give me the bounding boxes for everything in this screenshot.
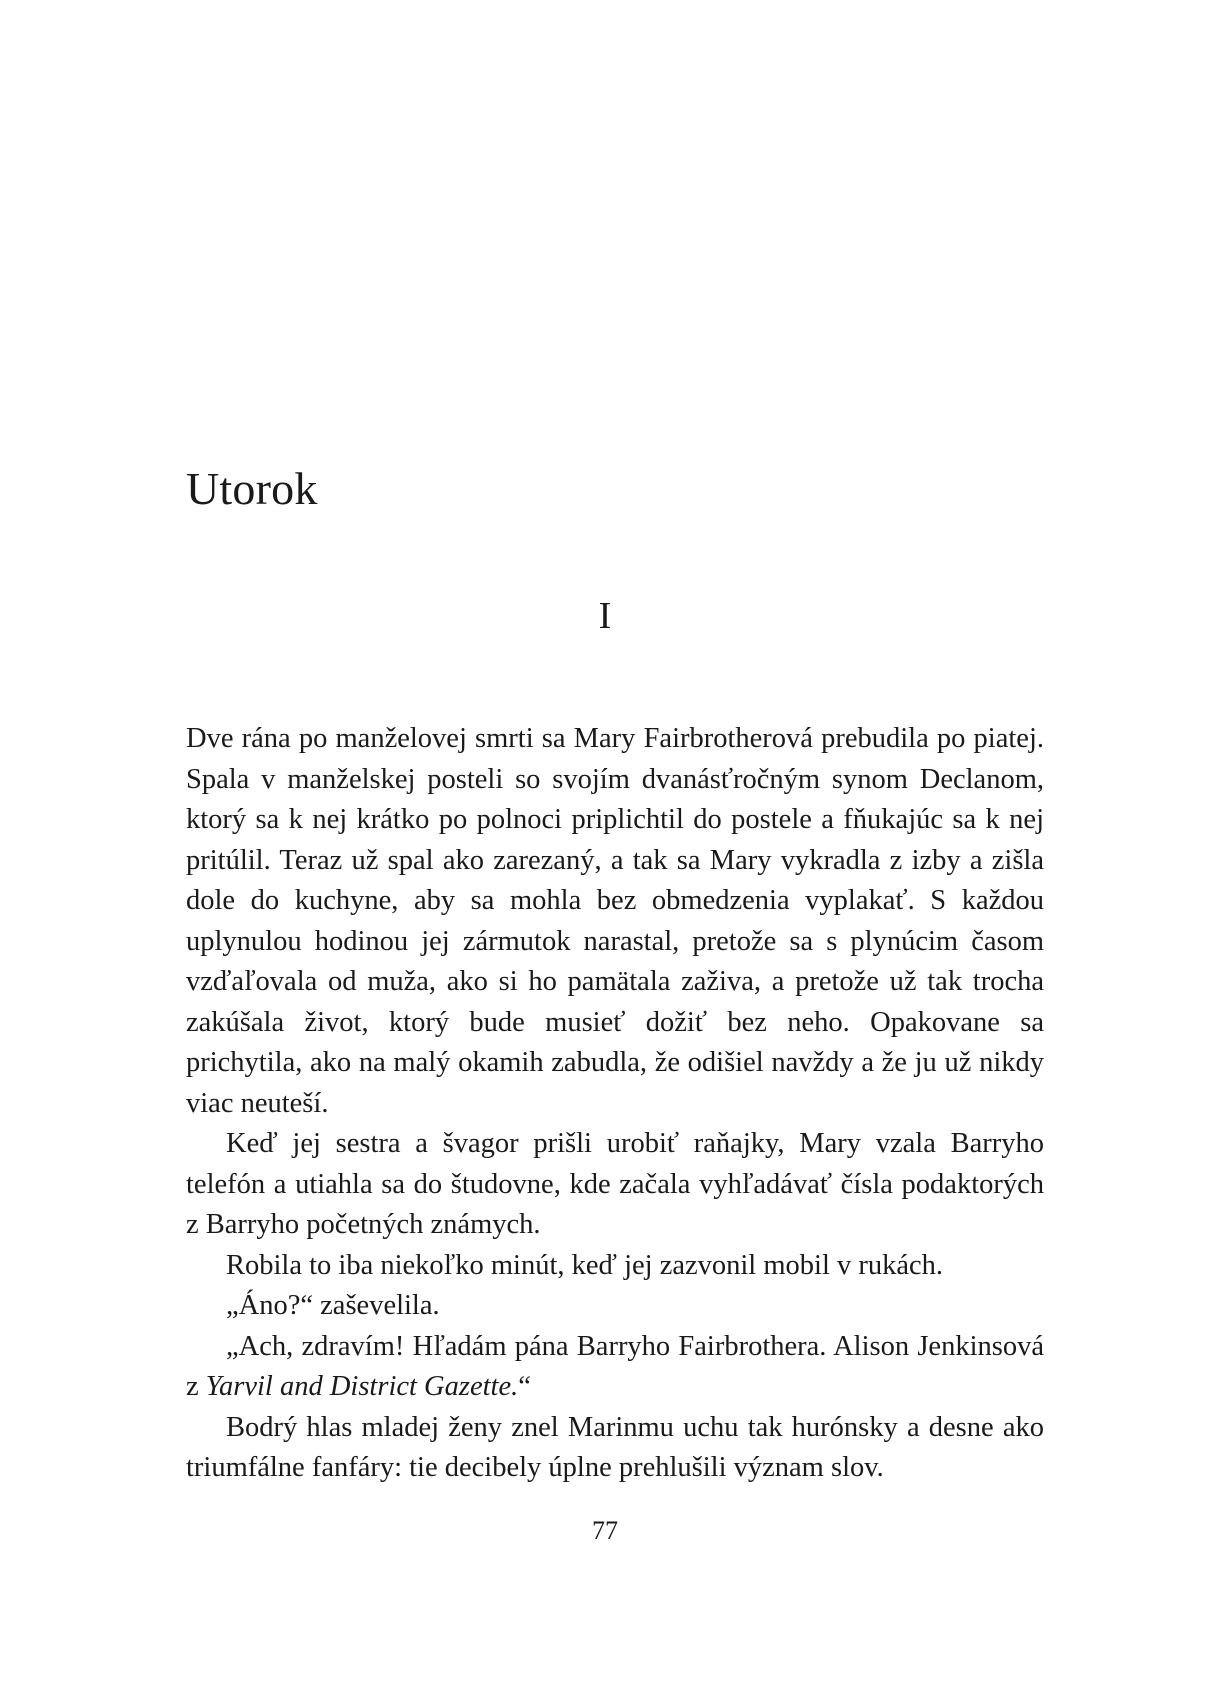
paragraph-1: Dve rána po manželovej smrti sa Mary Fairbrotherová prebudila po piatej. Spala v manželskej posteli so svojím dvanásťročným synom Declanom, ktorý sa k nej krátko po polnoci priplichtil do postele a fňukajúc sa k nej pritúlil. Teraz už spal ako zarezaný, a tak sa Mary vykradla z izby a zišla dole do kuchyne, aby sa mohla bez obmedzenia vyplakať. S každou uplynulou hodinou jej zármutok narastal, pretože sa s plynúcim časom vzďaľovala od muža, ako si ho pamätala zaživa, a pretože už tak trocha zakúšala život, ktorý bude musieť dožiť bez neho. Opakovane sa prichytila, ako na malý okamih zabudla, že odišiel navždy a že ju už nikdy viac neuteší. bbox=[186, 723, 1044, 1119]
paragraph-5 bbox=[186, 1327, 1044, 1408]
paragraph-5-end: “ bbox=[518, 1371, 531, 1402]
paragraph-3: Robila to iba niekoľko minút, keď jej zazvonil mobil v rukách. bbox=[226, 1249, 944, 1281]
paragraph-5-start: „Ach, zdravím! Hľadám pána Barryho Fairbrothera. Alison Jenkinsová z bbox=[186, 1330, 1044, 1402]
body-text bbox=[186, 719, 1044, 1489]
page-number: 77 bbox=[592, 1516, 618, 1545]
paragraph-6: Bodrý hlas mladej ženy znel Marinmu uchu tak hurónsky a desne ako triumfálne fanfáry: tie decibely úplne prehlušili význam slov. bbox=[186, 1411, 1044, 1483]
paragraph-2: Keď jej sestra a švagor prišli urobiť raňajky, Mary vzala Barryho telefón a utiahla sa do študovne, kde začala vyhľadávať čísla podaktorých z Barryho početných známych. bbox=[186, 1128, 1044, 1240]
paragraph-4: „Áno?“ zaševelila. bbox=[226, 1290, 440, 1321]
section-title: Utorok bbox=[186, 463, 318, 514]
newspaper-title: Yarvil and District Gazette. bbox=[205, 1371, 519, 1402]
chapter-number: I bbox=[598, 595, 612, 637]
